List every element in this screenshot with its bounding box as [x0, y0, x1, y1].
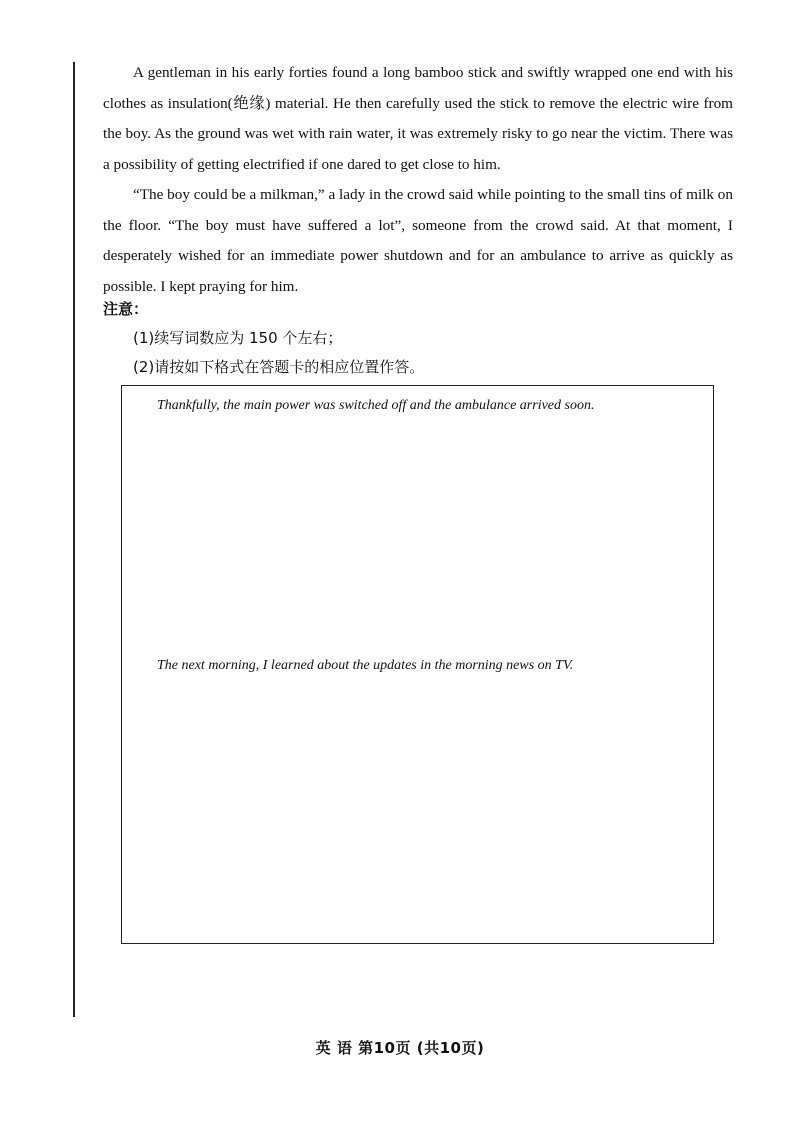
note-answer-format: (2)请按如下格式在答题卡的相应位置作答。	[133, 358, 425, 376]
story-passage	[103, 58, 733, 302]
continuation-prompt-1: Thankfully, the main power was switched off and the ambulance arrived soon.	[157, 398, 595, 413]
notes-title: 注意：	[103, 300, 149, 318]
paragraph-1: A gentleman in his early forties found a long bamboo stick and swiftly wrapped one end with his clothes as insulation(绝缘) material. He then carefully used the stick to remove the electric wire from the boy. As the ground was wet with rain water, it was extremely risky to go near the victim. There was a possibility of getting electrified if one dared to get close to him.	[103, 64, 733, 173]
instructions-block	[103, 294, 733, 382]
answer-box	[121, 385, 714, 944]
paragraph-2: “The boy could be a milkman,” a lady in the crowd said while pointing to the small tins of milk on the floor. “The boy must have suffered a lot”, someone from the crowd said. At that moment, I desperately wished for an immediate power shutdown and for an ambulance to arrive as quickly as possible. I kept praying for him.	[103, 186, 733, 295]
note-word-count: (1)续写词数应为 150 个左右；	[133, 329, 343, 347]
binding-margin-line	[73, 62, 75, 1017]
continuation-prompt-2: The next morning, I learned about the updates in the morning news on TV.	[157, 658, 574, 673]
page-footer: 英 语 第10页 (共10页)	[315, 1039, 485, 1057]
